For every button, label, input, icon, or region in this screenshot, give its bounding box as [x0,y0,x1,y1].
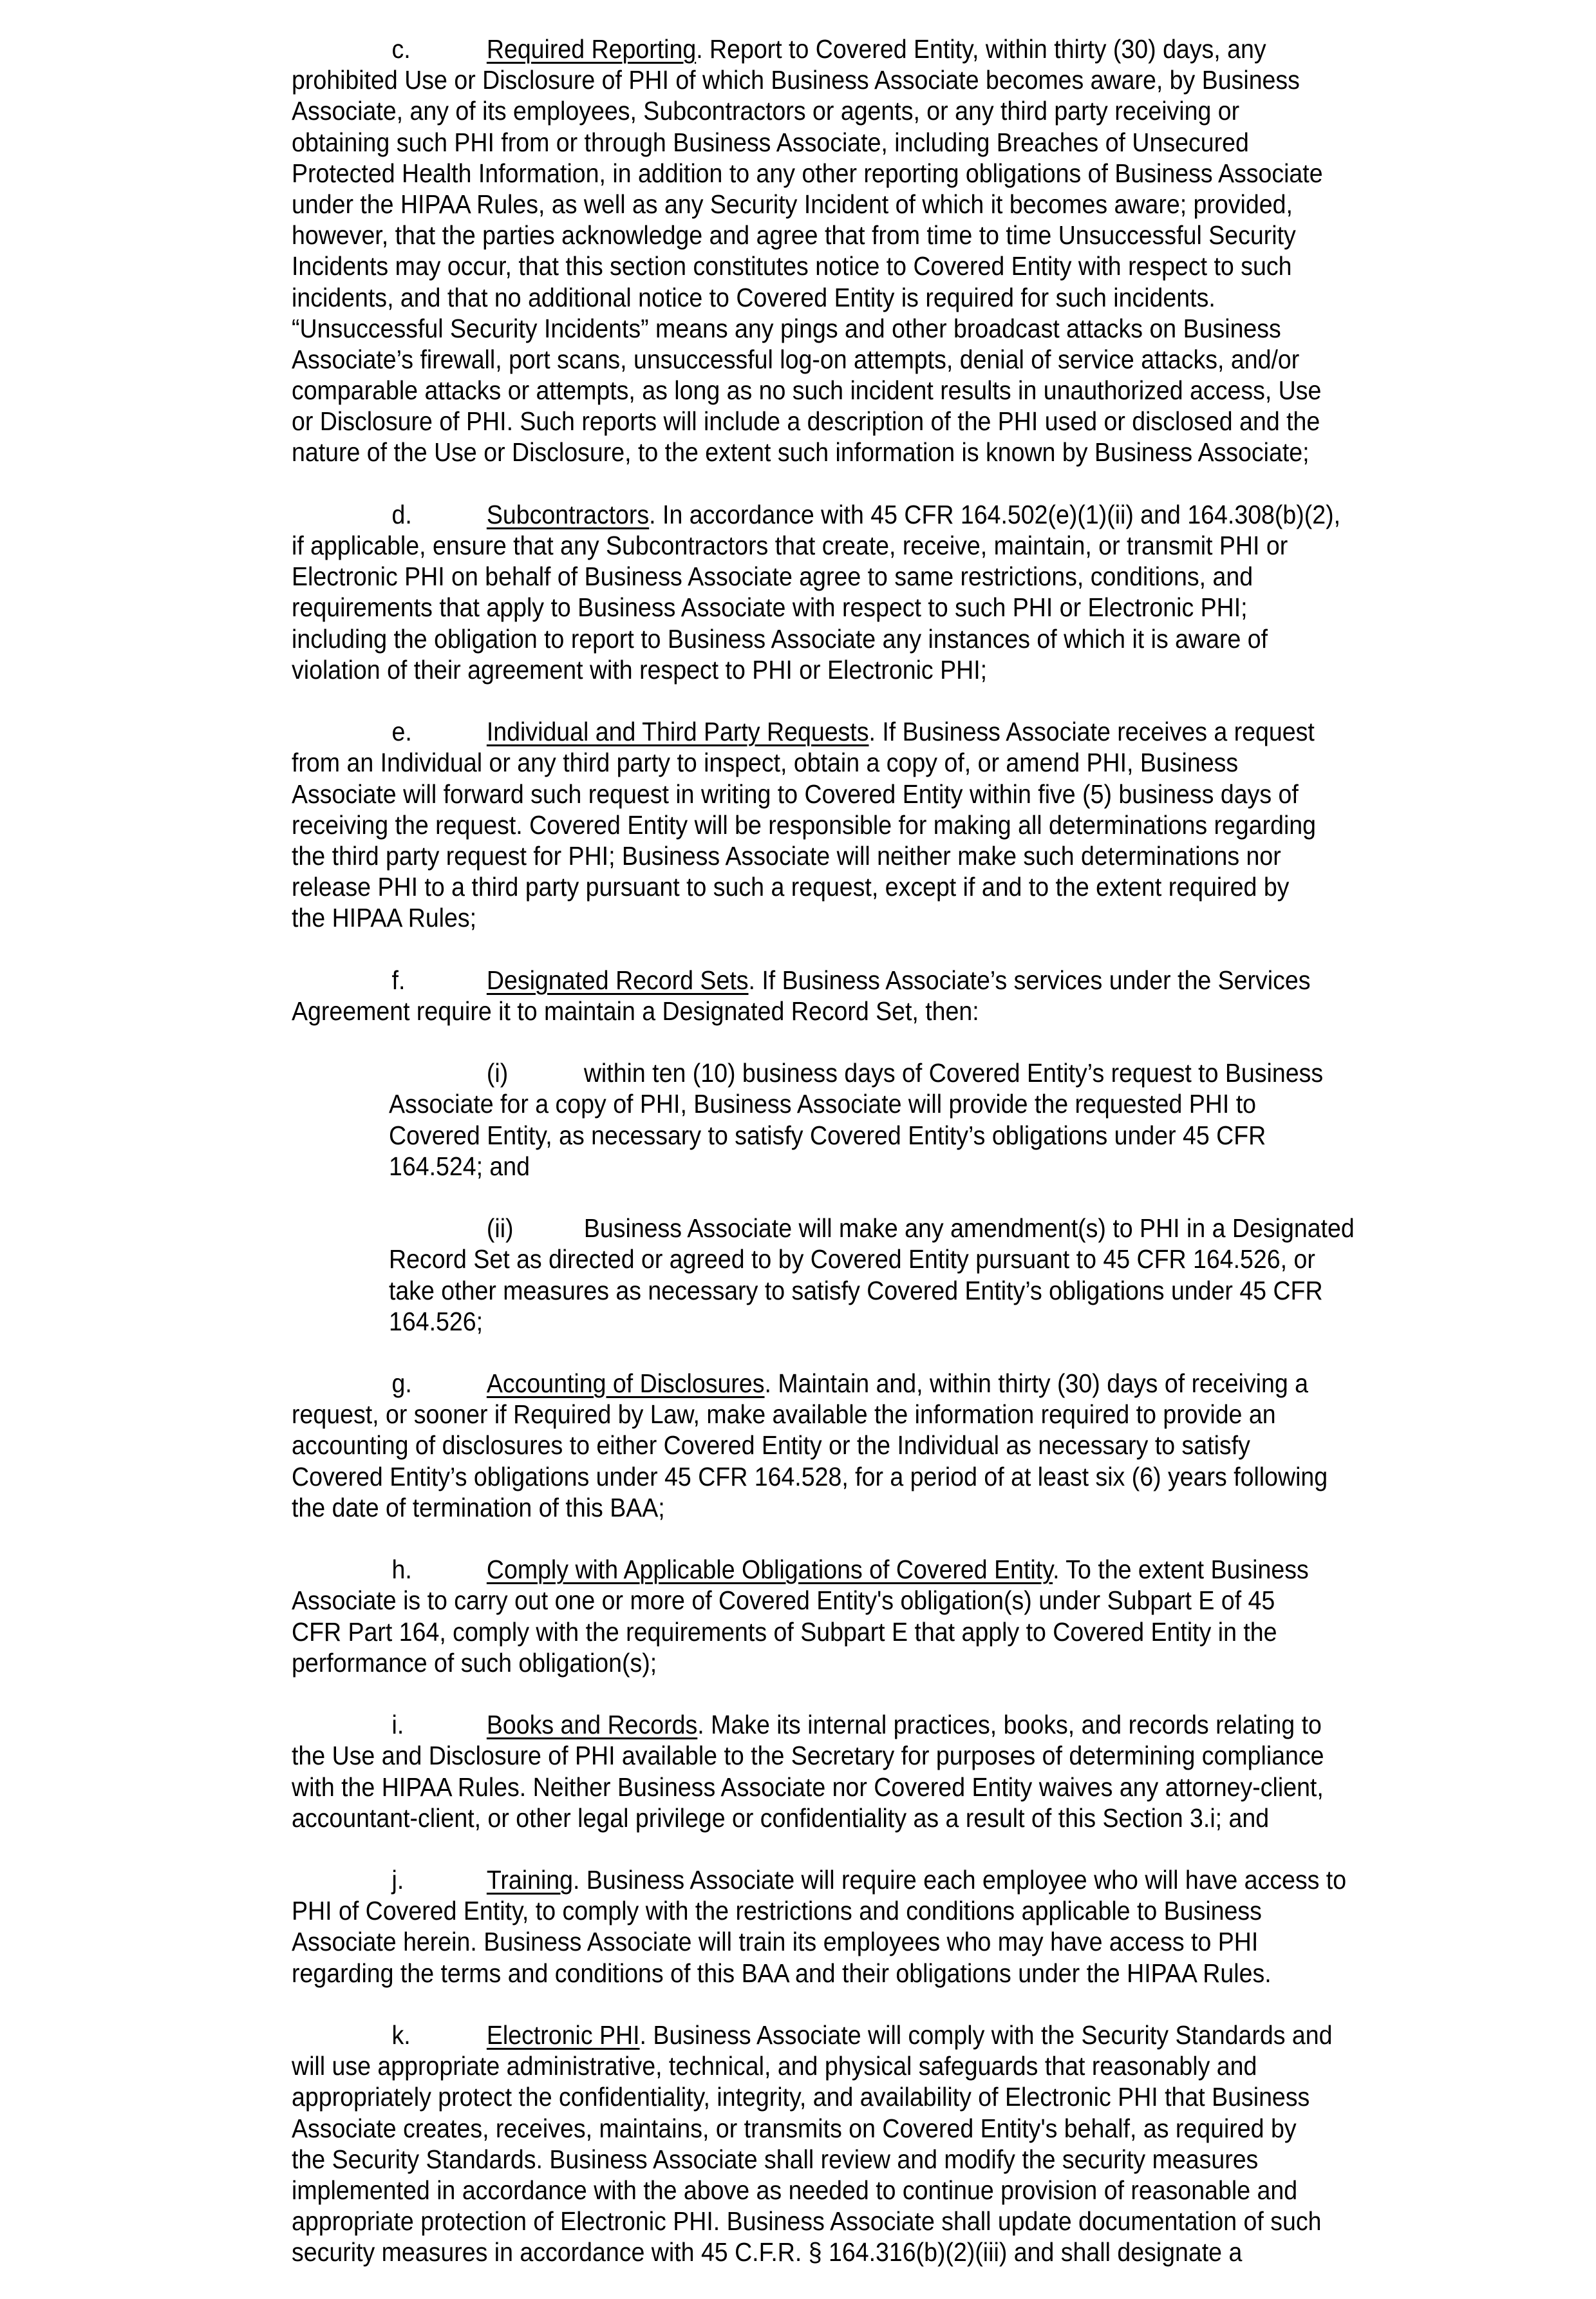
first-line-body: . Business Associate will require each employee who will have access to [573,1865,1347,1895]
text-line: Incidents may occur, that this section constitutes notice to Covered Entity with respect to such [292,251,1292,281]
first-line-text [487,965,1311,996]
first-line [292,499,1446,530]
text-line: Associate’s firewall, port scans, unsuccessful log-on attempts, denial of service attacks, and/or [292,344,1300,374]
text-line: Covered Entity, as necessary to satisfy Covered Entity’s obligations under 45 CFR [388,1120,1266,1150]
first-line [292,1864,1446,1895]
section-paragraph [292,1213,1446,1337]
text-line: with the HIPAA Rules. Neither Business Associate nor Covered Entity waives any attorney-client, [292,1772,1324,1802]
first-line-text [487,1554,1309,1585]
section-paragraph [292,2020,1446,2268]
first-line-body: Business Associate will make any amendment(s) to PHI in a Designated [583,1213,1355,1244]
text-line: Associate creates, receives, maintains, or transmits on Covered Entity's behalf, as required by [292,2113,1297,2143]
first-line-body: within ten (10) business days of Covered Entity’s request to Business [583,1058,1324,1088]
text-line: or Disclosure of PHI. Such reports will include a description of the PHI used or disclosed and the [292,406,1320,437]
first-line [292,2020,1446,2050]
section-heading: Required Reporting [486,34,697,64]
text-line: the Security Standards. Business Associate shall review and modify the security measures [292,2144,1259,2174]
section-paragraph [292,1709,1446,1833]
first-line-text [584,1057,1323,1088]
first-line-text [487,1709,1322,1740]
text-line: the Use and Disclosure of PHI available to the Secretary for purposes of determining compliance [292,1741,1324,1771]
first-line-text [487,499,1340,530]
first-line [292,1709,1446,1740]
section-label: (ii) [486,1213,514,1244]
section-paragraph [292,33,1446,468]
text-line: from an Individual or any third party to inspect, obtain a copy of, or amend PHI, Business [292,748,1239,778]
text-line: nature of the Use or Disclosure, to the extent such information is known by Business Associate; [292,437,1310,468]
text-line: the third party request for PHI; Business Associate will neither make such determinations nor [292,840,1281,871]
text-line: Protected Health Information, in addition to any other reporting obligations of Business Associate [292,158,1323,188]
first-line-body: . If Business Associate receives a request [868,717,1315,747]
text-line: Covered Entity’s obligations under 45 CFR 164.528, for a period of at least six (6) years following [292,1461,1328,1491]
text-line: security measures in accordance with 45 C.F.R. § 164.316(b)(2)(iii) and shall designate a [292,2237,1243,2267]
section-label: (i) [486,1058,509,1088]
text-line: 164.526; [388,1306,483,1336]
section-paragraph [292,1554,1446,1678]
text-line: PHI of Covered Entity, to comply with the restrictions and conditions applicable to Business [292,1896,1262,1926]
section-label: h. [391,1555,412,1585]
text-line: if applicable, ensure that any Subcontractors that create, receive, maintain, or transmit PHI or [292,531,1288,560]
text-line: regarding the terms and conditions of this BAA and their obligations under the HIPAA Rules. [292,1958,1272,1988]
section-heading: Electronic PHI [486,2020,640,2050]
section-label: i. [391,1710,404,1740]
first-line-text [584,1213,1355,1244]
first-line-body: . Business Associate will comply with the Security Standards and [639,2020,1333,2050]
section-heading: Training [486,1865,574,1895]
section-paragraph [292,965,1446,1027]
text-line: will use appropriate administrative, technical, and physical safeguards that reasonably and [292,2051,1257,2081]
text-line: “Unsuccessful Security Incidents” means any pings and other broadcast attacks on Business [292,313,1281,343]
text-line: under the HIPAA Rules, as well as any Security Incident of which it becomes aware; provided, [292,189,1293,219]
text-line: appropriately protect the confidentiality, integrity, and availability of Electronic PHI that Business [292,2082,1310,2112]
text-line: implemented in accordance with the above as needed to continue provision of reasonable and [292,2175,1298,2205]
section-heading: Accounting of Disclosures [486,1368,765,1399]
first-line-text [487,1864,1346,1895]
text-line: prohibited Use or Disclosure of PHI of which Business Associate becomes aware, by Business [292,65,1300,95]
text-line: obtaining such PHI from or through Business Associate, including Breaches of Unsecured [292,127,1249,157]
first-line-body: . To the extent Business [1053,1555,1309,1585]
first-line [292,1554,1446,1585]
section-paragraph [292,716,1446,933]
first-line [292,965,1446,996]
text-line: Agreement require it to maintain a Designated Record Set, then: [292,996,979,1026]
text-line: Associate will forward such request in writing to Covered Entity within five (5) business days of [292,779,1299,809]
first-line [292,33,1446,64]
first-line-text [487,716,1315,747]
first-line-text [487,2020,1333,2050]
text-line: performance of such obligation(s); [292,1647,657,1678]
text-line: Associate herein. Business Associate will train its employees who may have access to PHI [292,1927,1259,1957]
text-line: CFR Part 164, comply with the requirements of Subpart E that apply to Covered Entity in the [292,1616,1277,1647]
section-paragraph [292,499,1446,685]
first-line-text [487,33,1266,64]
section-label: c. [391,34,411,64]
text-line: Associate, any of its employees, Subcontractors or agents, or any third party receiving or [292,96,1240,126]
first-line-body: . If Business Associate’s services under the Services [748,965,1311,995]
text-line: 164.524; and [388,1151,530,1181]
text-line: appropriate protection of Electronic PHI. Business Associate shall update documentation of such [292,2206,1322,2237]
first-line [292,1368,1446,1399]
text-line: take other measures as necessary to satisfy Covered Entity’s obligations under 45 CFR [388,1275,1323,1305]
text-line: the date of termination of this BAA; [292,1492,665,1522]
text-line: including the obligation to report to Business Associate any instances of which it is aware of [292,623,1268,654]
section-heading: Subcontractors [486,499,650,529]
first-line-text [487,1368,1308,1399]
section-paragraph [292,1864,1446,1989]
text-line: receiving the request. Covered Entity will be responsible for making all determinations regarding [292,809,1317,840]
text-line: accountant-client, or other legal privilege or confidentiality as a result of this Section 3.i; and [292,1802,1270,1833]
section-label: e. [391,717,412,747]
first-line-body: . Maintain and, within thirty (30) days of receiving a [764,1368,1309,1399]
first-line [292,716,1446,747]
text-line: violation of their agreement with respect to PHI or Electronic PHI; [292,654,988,685]
text-line: the HIPAA Rules; [292,903,477,933]
text-line: incidents, and that no additional notice to Covered Entity is required for such incidents. [292,282,1216,312]
section-paragraph [292,1368,1446,1523]
text-line: Electronic PHI on behalf of Business Associate agree to same restrictions, conditions, and [292,562,1253,592]
text-line: request, or sooner if Required by Law, make available the information required to provide an [292,1399,1276,1430]
text-line: comparable attacks or attempts, as long as no such incident results in unauthorized access, Use [292,375,1322,406]
first-line-body: . In accordance with 45 CFR 164.502(e)(1)(ii) and 164.308(b)(2), [649,499,1341,529]
section-label: j. [391,1865,404,1895]
first-line [292,1213,1446,1244]
section-label: d. [391,499,412,529]
document-page [292,33,1446,2299]
section-heading: Comply with Applicable Obligations of Covered Entity [486,1555,1053,1585]
text-line: however, that the parties acknowledge and agree that from time to time Unsuccessful Security [292,220,1296,251]
first-line-body: . Make its internal practices, books, and records relating to [697,1710,1322,1740]
section-heading: Designated Record Sets [486,965,749,995]
text-line: accounting of disclosures to either Covered Entity or the Individual as necessary to satisfy [292,1430,1250,1461]
section-heading: Books and Records [486,1710,698,1740]
section-heading: Individual and Third Party Requests [486,717,869,747]
section-label: g. [391,1368,412,1399]
text-line: Associate for a copy of PHI, Business Associate will provide the requested PHI to [388,1089,1257,1119]
text-line: release PHI to a third party pursuant to such a request, except if and to the extent required by [292,872,1290,902]
text-line: Record Set as directed or agreed to by Covered Entity pursuant to 45 CFR 164.526, or [388,1244,1315,1274]
section-label: f. [391,965,406,995]
text-line: requirements that apply to Business Associate with respect to such PHI or Electronic PHI; [292,592,1248,623]
section-label: k. [391,2020,411,2050]
first-line [292,1057,1446,1088]
section-paragraph [292,1057,1446,1182]
text-line: Associate is to carry out one or more of Covered Entity's obligation(s) under Subpart E of 45 [292,1585,1275,1616]
first-line-body: . Report to Covered Entity, within thirty (30) days, any [696,34,1266,64]
